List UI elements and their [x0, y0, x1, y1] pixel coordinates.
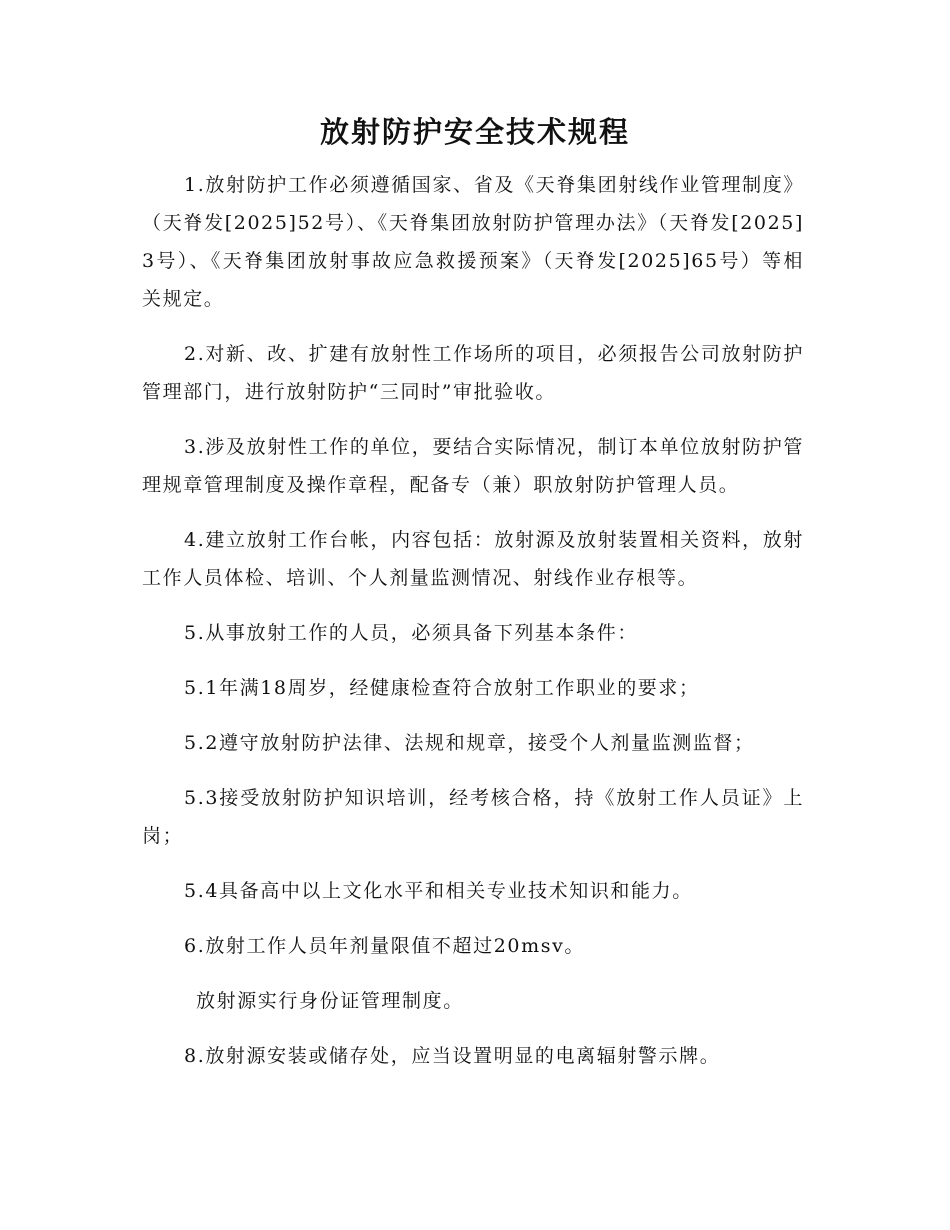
paragraph-5: 5.从事放射工作的人员，必须具备下列基本条件：: [184, 622, 638, 644]
paragraph-6: 6.放射工作人员年剂量限值不超过20msv。: [184, 935, 586, 957]
paragraph-2: 2.对新、改、扩建有放射性工作场所的项目，必须报告公司放射防护管理部门，进行放射防护“三同时”审批验收。: [142, 343, 804, 403]
paragraph-8: 8.放射源安装或储存处，应当设置明显的电离辐射警示牌。: [184, 1045, 721, 1067]
document-title: 放射防护安全技术规程: [319, 115, 630, 149]
document-body: [142, 166, 804, 1092]
paragraph-5-1: 5.1年满18周岁，经健康检查符合放射工作职业的要求；: [184, 677, 700, 699]
paragraph-7: 放射源实行身份证管理制度。: [196, 990, 464, 1012]
paragraph-4: 4.建立放射工作台帐，内容包括：放射源及放射装置相关资料，放射工作人员体检、培训、个人剂量监测情况、射线作业存根等。: [142, 529, 804, 589]
paragraph-1: 1.放射防护工作必须遵循国家、省及《天脊集团射线作业管理制度》（天脊发[2025]52号）、《天脊集团放射防护管理办法》（天脊发[2025]3号）、《天脊集团放射事故应急救援预案》（天脊发[2025]65号）等相关规定。: [142, 174, 804, 310]
paragraph-5-2: 5.2遵守放射防护法律、法规和规章，接受个人剂量监测监督；: [184, 732, 755, 754]
paragraph-5-3: 5.3接受放射防护知识培训，经考核合格，持《放射工作人员证》上岗；: [142, 787, 804, 847]
paragraph-3: 3.涉及放射性工作的单位，要结合实际情况，制订本单位放射防护管理规章管理制度及操作章程，配备专（兼）职放射防护管理人员。: [142, 436, 804, 496]
paragraph-5-4: 5.4具备高中以上文化水平和相关专业技术知识和能力。: [184, 880, 693, 902]
